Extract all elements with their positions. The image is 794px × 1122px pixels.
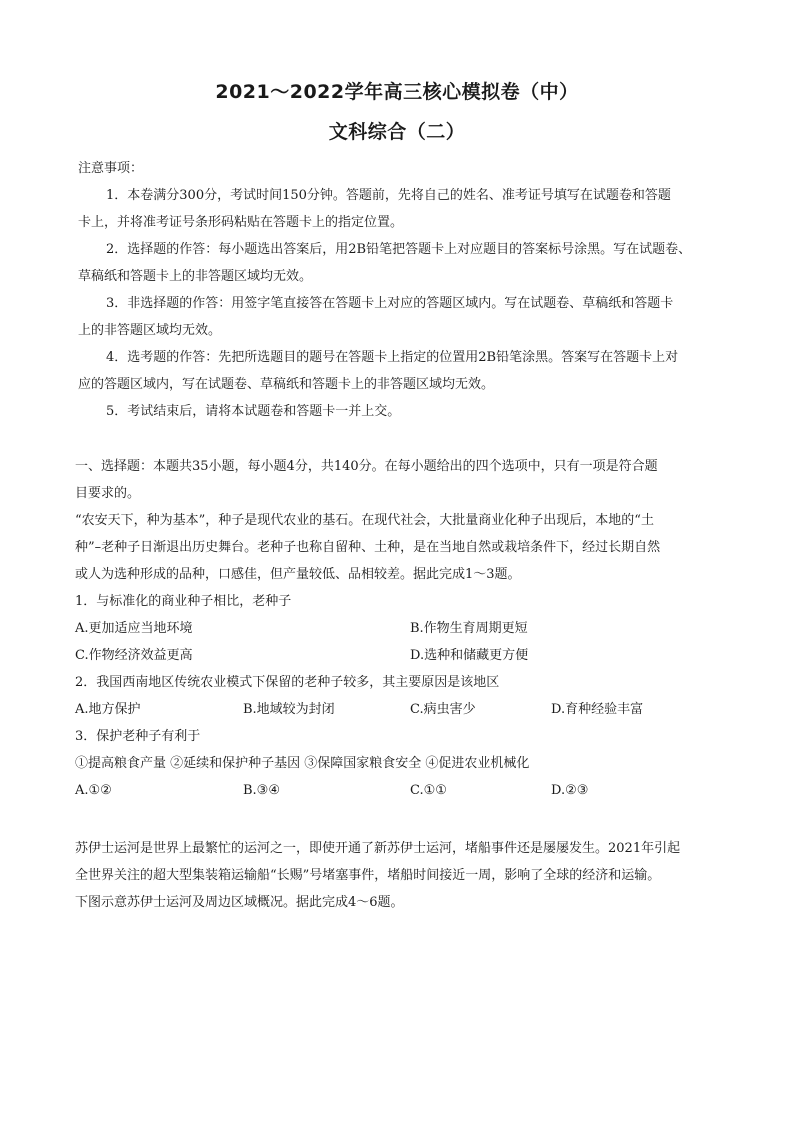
notice-line: 1．本卷满分300分，考试时间150分钟。答题前，先将自己的姓名、准考证号填写在试题卷和答题 <box>106 188 671 203</box>
exam-subtitle: 文科综合（二） <box>328 121 466 143</box>
notice-line: 2．选择题的作答：每小题选出答案后，用2B铅笔把答题卡上对应题目的答案标号涂黑。写在试题卷、 <box>106 242 692 257</box>
notice-line: 草稿纸和答题卡上的非答题区域均无效。 <box>78 269 313 284</box>
passage-line: “农安天下，种为基本”，种子是现代农业的基石。在现代社会，大批量商业化种子出现后，本地的“土 <box>75 513 654 528</box>
section-heading: 目要求的。 <box>75 486 141 501</box>
option-c: C.病虫害少 <box>410 702 476 717</box>
passage-line: 种”–老种子日渐退出历史舞台。老种子也称自留种、土种，是在当地自然或栽培条件下，经过长期自然 <box>75 540 661 555</box>
passage-line: 或人为选种形成的品种，口感佳，但产量较低、品相较差。据此完成1～3题。 <box>75 567 521 582</box>
exam-title: 2021～2022学年高三核心模拟卷（中） <box>215 81 579 103</box>
notice-line: 4．选考题的作答：先把所选题目的题号在答题卡上指定的位置用2B铅笔涂黑。答案写在答题卡上对 <box>106 350 679 365</box>
option-a: A.更加适应当地环境 <box>75 621 193 636</box>
question-items: ①提高粮食产量 ②延续和保护种子基因 ③保障国家粮食安全 ④促进农业机械化 <box>75 756 530 771</box>
option-d: D.育种经验丰富 <box>551 702 644 717</box>
question-stem: 2．我国西南地区传统农业模式下保留的老种子较多，其主要原因是该地区 <box>75 675 500 690</box>
notice-line: 应的答题区域内，写在试题卷、草稿纸和答题卡上的非答题区域均无效。 <box>78 377 495 392</box>
option-c: C.①① <box>410 783 447 798</box>
passage-line: 苏伊士运河是世界上最繁忙的运河之一，即使开通了新苏伊士运河，堵船事件还是屡屡发生。2021年引起 <box>75 841 681 856</box>
section-heading: 一、选择题：本题共35小题，每小题4分，共140分。在每小题给出的四个选项中，只有一项是符合题 <box>75 459 658 474</box>
option-a: A.地方保护 <box>75 702 141 717</box>
question-stem: 1．与标准化的商业种子相比，老种子 <box>75 594 292 609</box>
question-stem: 3．保护老种子有利于 <box>75 729 201 744</box>
option-c: C.作物经济效益更高 <box>75 648 193 663</box>
notice-heading: 注意事项： <box>78 161 144 176</box>
option-b: B.作物生育周期更短 <box>410 621 528 636</box>
notice-line: 5．考试结束后，请将本试题卷和答题卡一并上交。 <box>106 404 401 419</box>
option-a: A.①② <box>75 783 112 798</box>
option-d: D.选种和储藏更方便 <box>410 648 529 663</box>
notice-line: 3．非选择题的作答：用签字笔直接答在答题卡上对应的答题区域内。写在试题卷、草稿纸和答题卡 <box>106 296 674 311</box>
option-b: B.地域较为封闭 <box>243 702 335 717</box>
passage-line: 全世界关注的超大型集装箱运输船“长赐”号堵塞事件，堵船时间接近一周，影响了全球的经济和运输。 <box>75 868 661 883</box>
option-d: D.②③ <box>551 783 589 798</box>
notice-line: 上的非答题区域均无效。 <box>78 323 222 338</box>
passage-line: 下图示意苏伊士运河及周边区域概况。据此完成4～6题。 <box>75 895 404 910</box>
option-b: B.③④ <box>243 783 280 798</box>
notice-line: 卡上，并将准考证号条形码粘贴在答题卡上的指定位置。 <box>78 215 404 230</box>
